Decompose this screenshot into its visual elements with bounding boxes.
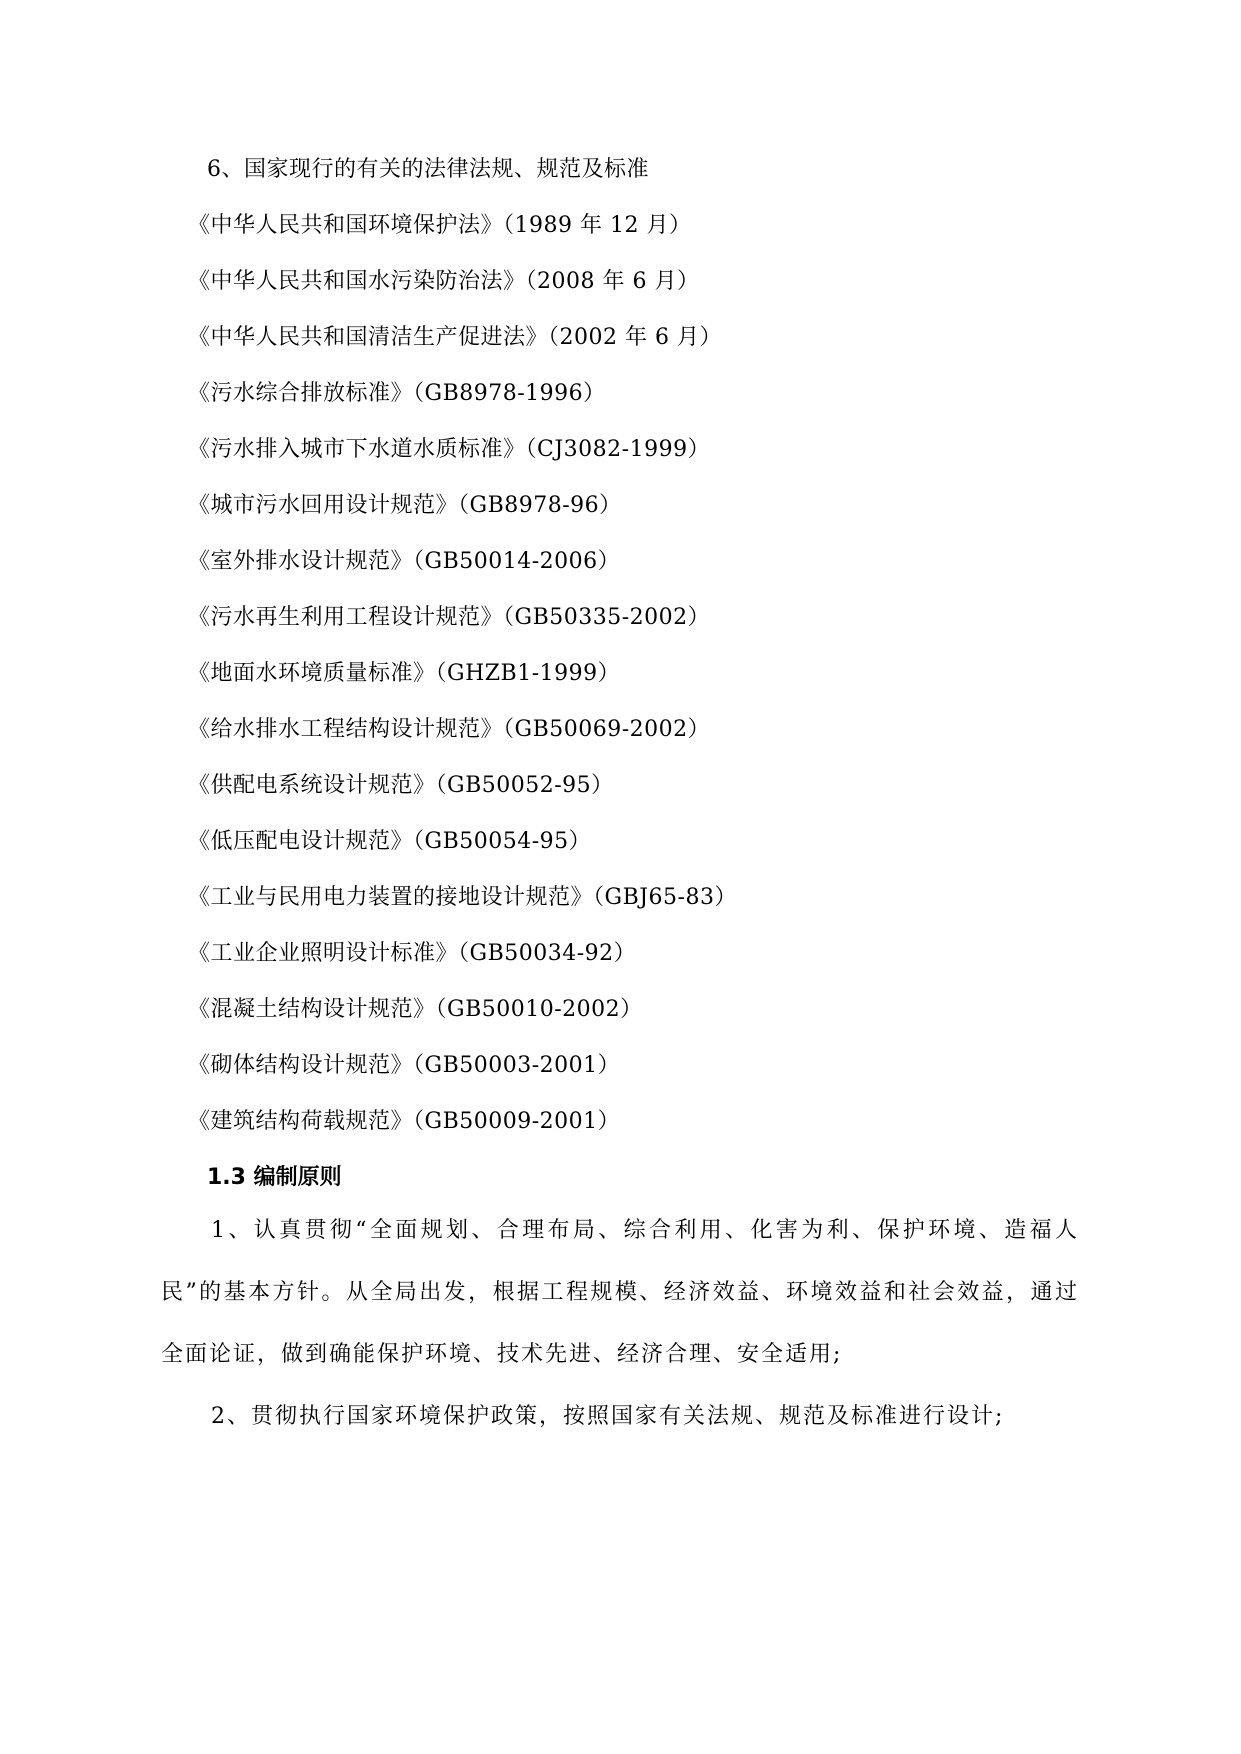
paragraph: 1、认真贯彻“全面规划、合理布局、综合利用、化害为利、保护环境、造福人民”的基本方针。从全局出发，根据工程规模、经济效益、环境效益和社会效益，通过全面论证，做到确能保护环境、技术先进、经济合理、安全适用; [161,1218,1079,1367]
reference-item: 《工业企业照明设计标准》（GB50034-92） [188,941,637,966]
intro-line: 6、国家现行的有关的法律法规、规范及标准 [207,157,649,182]
reference-item: 《供配电系统设计规范》（GB50052-95） [188,773,614,798]
reference-item: 《给水排水工程结构设计规范》（GB50069-2002） [188,717,711,742]
reference-item: 《污水排入城市下水道水质标准》（CJ3082-1999） [188,437,711,462]
reference-item: 《污水再生利用工程设计规范》（GB50335-2002） [188,605,711,630]
paragraph: 2、贯彻执行国家环境保护政策，按照国家有关法规、规范及标准进行设计; [211,1404,1005,1429]
section-heading: 1.3 编制原则 [207,1165,342,1190]
reference-item: 《中华人民共和国水污染防治法》（2008 年 6 月） [188,269,700,294]
reference-item: 《中华人民共和国清洁生产促进法》（2002 年 6 月） [188,325,722,350]
reference-item: 《建筑结构荷载规范》（GB50009-2001） [188,1109,621,1134]
reference-item: 《低压配电设计规范》（GB50054-95） [188,829,592,854]
reference-item: 《砌体结构设计规范》（GB50003-2001） [188,1053,621,1078]
reference-item: 《污水综合排放标准》（GB8978-1996） [188,381,606,406]
reference-item: 《城市污水回用设计规范》（GB8978-96） [188,493,622,518]
reference-item: 《中华人民共和国环境保护法》（1989 年 12 月） [188,213,692,238]
reference-item: 《混凝土结构设计规范》（GB50010-2002） [188,997,643,1022]
reference-item: 《工业与民用电力装置的接地设计规范》（GBJ65-83） [188,885,737,910]
reference-item: 《地面水环境质量标准》（GHZB1-1999） [188,661,621,686]
reference-item: 《室外排水设计规范》（GB50014-2006） [188,549,621,574]
